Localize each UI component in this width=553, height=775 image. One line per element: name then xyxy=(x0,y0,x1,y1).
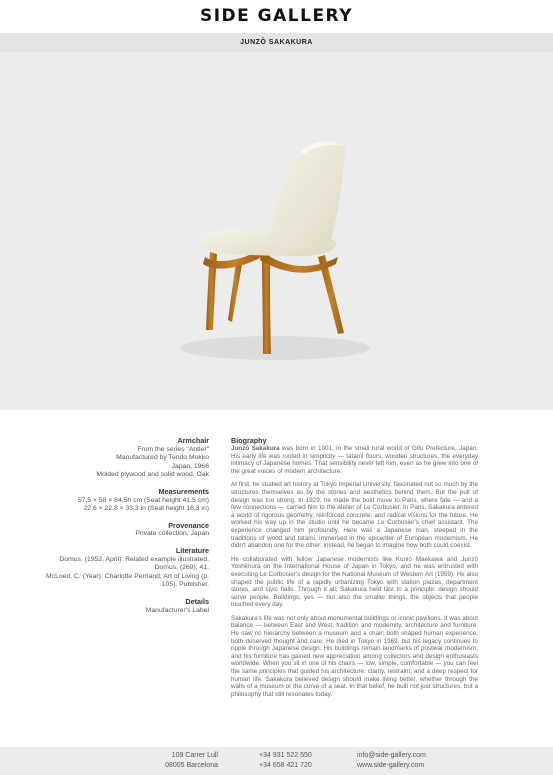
footer xyxy=(0,747,553,775)
section-heading: Details xyxy=(185,596,209,606)
spec-line: From the series "Antler" xyxy=(137,445,209,453)
section-heading: Provenance xyxy=(168,520,209,530)
spec-line: 105). Publisher. xyxy=(161,581,209,589)
spec-line: Molded plywood and solid wood, Oak xyxy=(96,471,209,479)
footer-contact xyxy=(357,751,426,771)
spec-line: Domus, (269), 41. xyxy=(154,564,209,572)
biography-paragraph: He collaborated with fellow Japanese modernists like Kunio Maekawa and Junzō Yoshimura on the International House of Japan in Tokyo, and he was entrusted with executing Le Corbusier's design for the National Museum of Western Art (1959). He also shaped the public life of a rapidly urbanizing Tokyo with station plazas, department stores, and civic halls. Through it all, Sakakura held fast to a principle: design should serve people. Buildings, yes — but also the smaller things, the objects that people touched every day. xyxy=(231,555,478,609)
gallery-logo: SIDE GALLERY xyxy=(199,6,354,26)
address-line: 109 Carrer Lull xyxy=(171,752,218,759)
biography-column xyxy=(231,437,478,704)
section-heading: Literature xyxy=(175,545,209,555)
spec-line: Manufacturer's Label xyxy=(145,606,209,614)
phone-link[interactable]: +34 931 522 550 xyxy=(259,752,312,759)
literature-section xyxy=(20,547,209,590)
biography-paragraph: At first, he studied art history at Tokyo Imperial University, fascinated not so much by the structures themselves as by the stories and aesthetics behind them. But the pull of design was too strong. In 1929, he made the bold move to Paris, where fate — and a few connections — carried him to the atelier of Le Corbusier. In Paris, Sakakura entered a world of rigorous geometry, reinforced concrete, and radical visions for the future. He worked his way up in the studio until he became Le Corbusier's chief assistant. The experience changed him profoundly. Here was a Japanese man, steeped in the traditions of wood and tatami, immersed in the epicenter of European modernism. He didn't abandon one for the other; instead, he began to imagine how both could coexist. xyxy=(231,481,478,550)
footer-address xyxy=(150,751,218,771)
biography-paragraph: Sakakura's life was not only about monumental buildings or iconic pavilions. It was about balance — between East and West, tradition and modernity, architecture and furniture. He saw no hierarchy between a museum and a chair; both shaped human experience, both deserved thought and care. He died in Tokyo in 1969, but his legacy continues to ripple through Japanese design. His buildings remain landmarks of postwar modernism, and his furniture has gained new appreciation among collectors and design enthusiasts worldwide. When you sit in one of his chairs — low, simple, comfortable — you can feel the same principles that guided his architecture: clarity, restraint, and a deep respect for human life. Sakakura believed design should make living better, whether through the walls of a museum or the curve of a seat. In that belief, he built not just structures, but a philosophy that still resonates today. xyxy=(231,614,478,698)
footer-phones xyxy=(259,751,312,771)
biography-name: Junzō Sakakura xyxy=(231,445,280,452)
section-heading: Measurements xyxy=(158,486,209,496)
chair-backrest xyxy=(270,141,345,246)
designer-bar xyxy=(0,33,553,52)
spec-line: Manufactured by Tendo Mokko xyxy=(116,454,209,462)
chair-front-leg xyxy=(262,254,271,354)
details-section xyxy=(20,598,209,615)
biography-heading: Biography xyxy=(231,436,267,445)
chair-back-leg xyxy=(228,262,242,322)
section-heading: Armchair xyxy=(177,436,209,445)
spec-line: McLoed, C. (Year). Charlotte Perriand: Art of Living (p. xyxy=(46,572,209,580)
spec-line: Domus. (1952, April). Related example illustrated. xyxy=(59,555,209,563)
phone-link[interactable]: +34 658 421 720 xyxy=(259,762,312,769)
spec-line: Japan, 1966 xyxy=(171,462,209,470)
provenance-section xyxy=(20,522,209,539)
product-photo xyxy=(0,52,553,410)
spec-line: Private collection, Japan xyxy=(135,530,209,538)
specs-column xyxy=(20,437,209,623)
biography-text: was born in 1901, in the small rural world of Gifu Prefecture, Japan. His early life was rooted in simplicity — tatami floors, wooden structures, the everyday intimacy of Japanese homes. That sensibility never left him, even as he grew into one of the great voices of modern architecture. xyxy=(231,445,479,475)
measurements-section xyxy=(20,488,209,514)
designer-name: JUNZŌ SAKAKURA xyxy=(240,39,313,46)
armchair-section xyxy=(20,437,209,480)
chair-image xyxy=(0,52,553,410)
spec-line: 22,6 × 22,8 × 33,3 in (Seat height 16,3 in) xyxy=(83,505,209,513)
address-line: 08005 Barcelona xyxy=(165,762,218,769)
spec-line: 57,5 × 58 × 84,5h cm (Seat height 41,5 cm) xyxy=(77,496,209,504)
email-link[interactable]: info@side-gallery.com xyxy=(357,752,426,759)
website-link[interactable]: www.side-gallery.com xyxy=(357,762,425,769)
biography-paragraph xyxy=(231,445,478,475)
